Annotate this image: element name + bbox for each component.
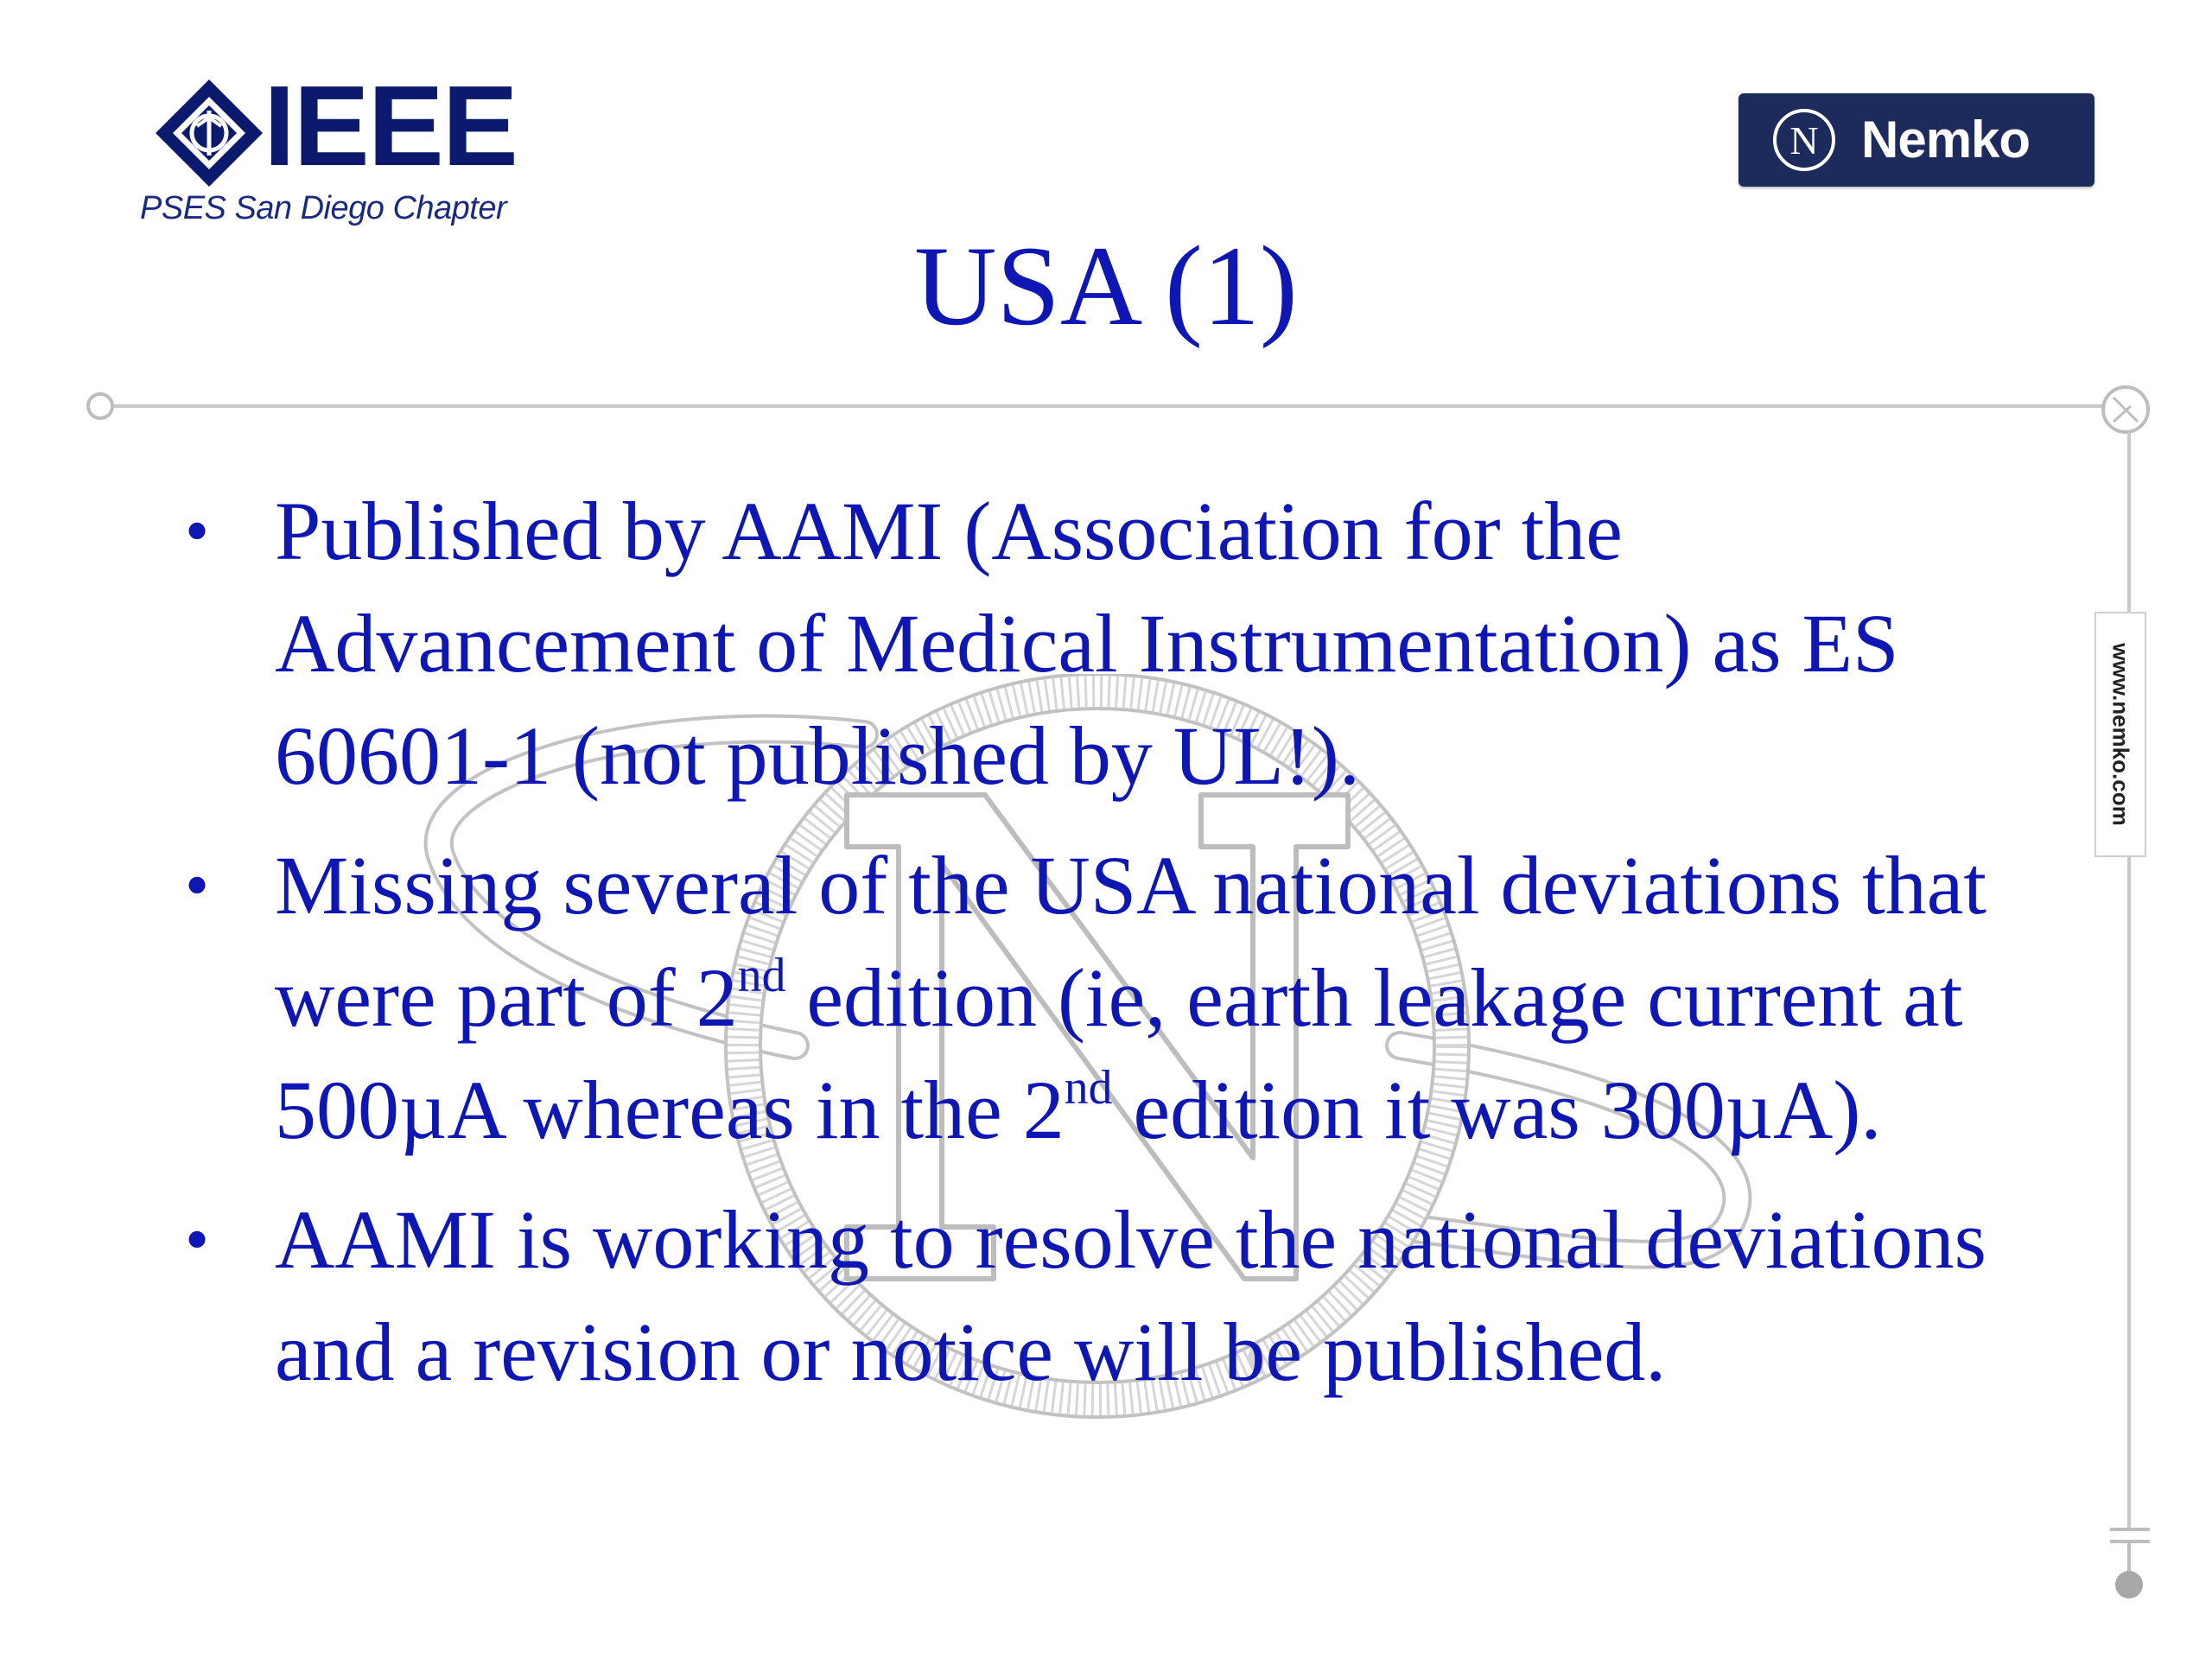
superscript: nd	[1064, 1060, 1113, 1115]
bullet-marker: •	[185, 848, 210, 924]
nemko-url-tab[interactable]	[2094, 612, 2146, 857]
ieee-diamond-icon	[152, 76, 266, 190]
bullet-list	[180, 475, 2081, 1426]
bullet-marker: •	[185, 1202, 210, 1278]
nemko-mark-letter: N	[1789, 118, 1819, 162]
bullet-text-part: Missing several of the USA national deviations that were part of 2	[275, 839, 1987, 1044]
bullet-item	[180, 1184, 2081, 1408]
bullet-item	[180, 830, 2081, 1166]
bullet-text-part: edition it was 300µA).	[1112, 1064, 1882, 1156]
ieee-logo	[138, 62, 518, 240]
ieee-chapter-label: PSES San Diego Chapter	[140, 190, 507, 226]
bullet-text: AAMI is working to resolve the national deviations and a revision or notice will be published.	[275, 1193, 1986, 1398]
bullet-marker: •	[185, 493, 210, 569]
bullet-item	[180, 475, 2081, 812]
nemko-logo	[1738, 93, 2094, 187]
slide-title: USA (1)	[914, 222, 1298, 349]
nemko-wordmark: Nemko	[1861, 111, 2031, 168]
bullet-text-part: edition (ie, earth leakage current at 500µA whereas in the 2	[275, 951, 1963, 1156]
nemko-url[interactable]: www.nemko.com	[2107, 643, 2134, 826]
nemko-n-circle-icon	[1771, 107, 1837, 173]
ieee-wordmark: IEEE	[264, 62, 517, 189]
superscript: nd	[737, 948, 786, 1002]
bullet-text: Published by AAMI (Association for the Advancement of Medical Instrumentation) as ES 60601-1 (not published by UL!).	[275, 485, 1899, 802]
